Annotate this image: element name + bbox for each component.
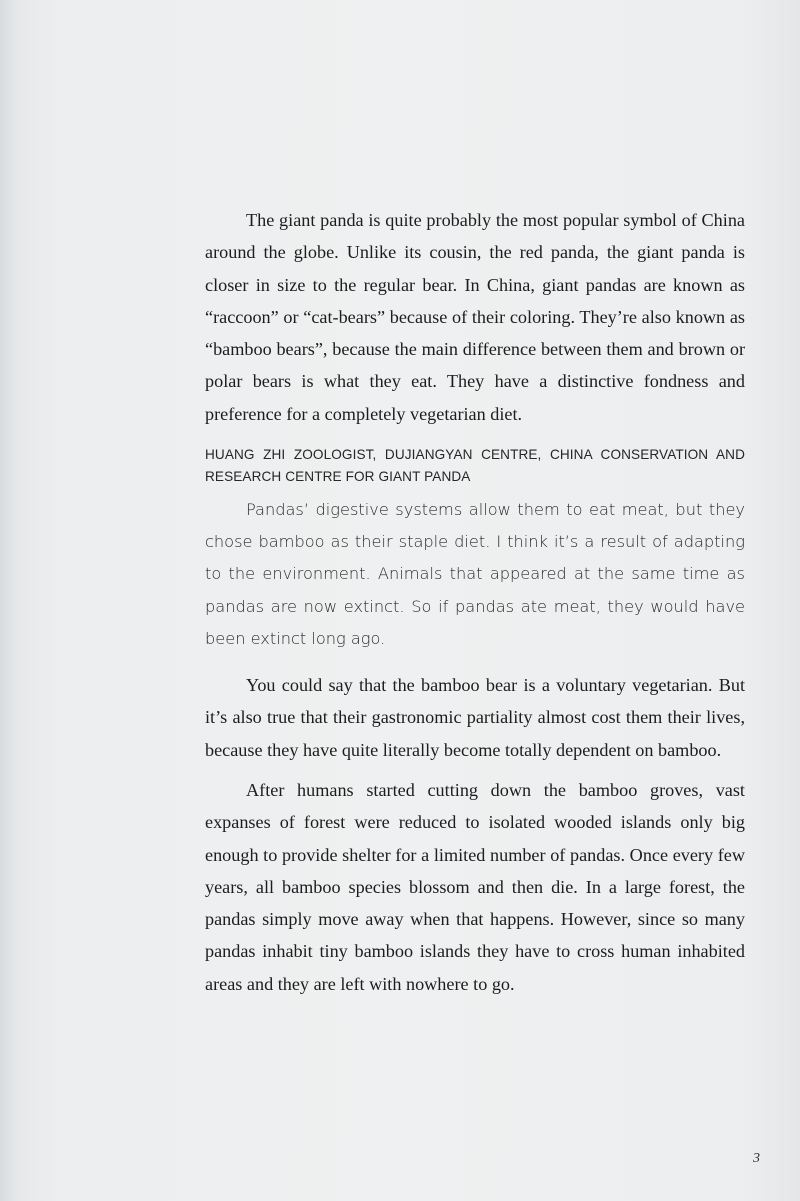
paragraph-vegetarian: You could say that the bamboo bear is a voluntary vegetarian. But it’s also true that their gastronomic partiality almost cost them their lives, because they have quite literally become totally dependent on bamboo. bbox=[205, 675, 745, 760]
quote-attribution: HUANG ZHI ZOOLOGIST, DUJIANGYAN CENTRE, CHINA CONSERVATION AND RESEARCH CENTRE FOR GIANT PANDA bbox=[205, 447, 745, 485]
paragraph-habitat: After humans started cutting down the bamboo groves, vast expanses of forest were reduced to isolated wooded islands only big enough to provide shelter for a limited number of pandas. Once every few years, all bamboo species blossom and then die. In a large forest, the pandas simply move away when that happens. However, since so many pandas inhabit tiny bamboo islands they have to cross human inhabited areas and they are left with nowhere to go. bbox=[205, 779, 745, 994]
page-number: 3 bbox=[753, 1151, 760, 1166]
paragraph-intro: The giant panda is quite probably the most popular symbol of China around the globe. Unlike its cousin, the red panda, the giant panda is closer in size to the regular bear. In China, giant pandas are known as “raccoon” or “cat-bears” because of their coloring. They’re also known as “bamboo bears”, because the main difference between them and brown or polar bears is what they eat. They have a distinctive fondness and preference for a completely vegetarian diet. bbox=[205, 210, 745, 424]
interview-quote: Pandas’ digestive systems allow them to eat meat, but they chose bamboo as their staple diet. I think it’s a result of adapting to the environment. Animals that appeared at the same time as pandas are now extinct. So if pandas ate meat, they would have been extinct long ago. bbox=[205, 500, 745, 648]
page-body bbox=[205, 204, 745, 1000]
